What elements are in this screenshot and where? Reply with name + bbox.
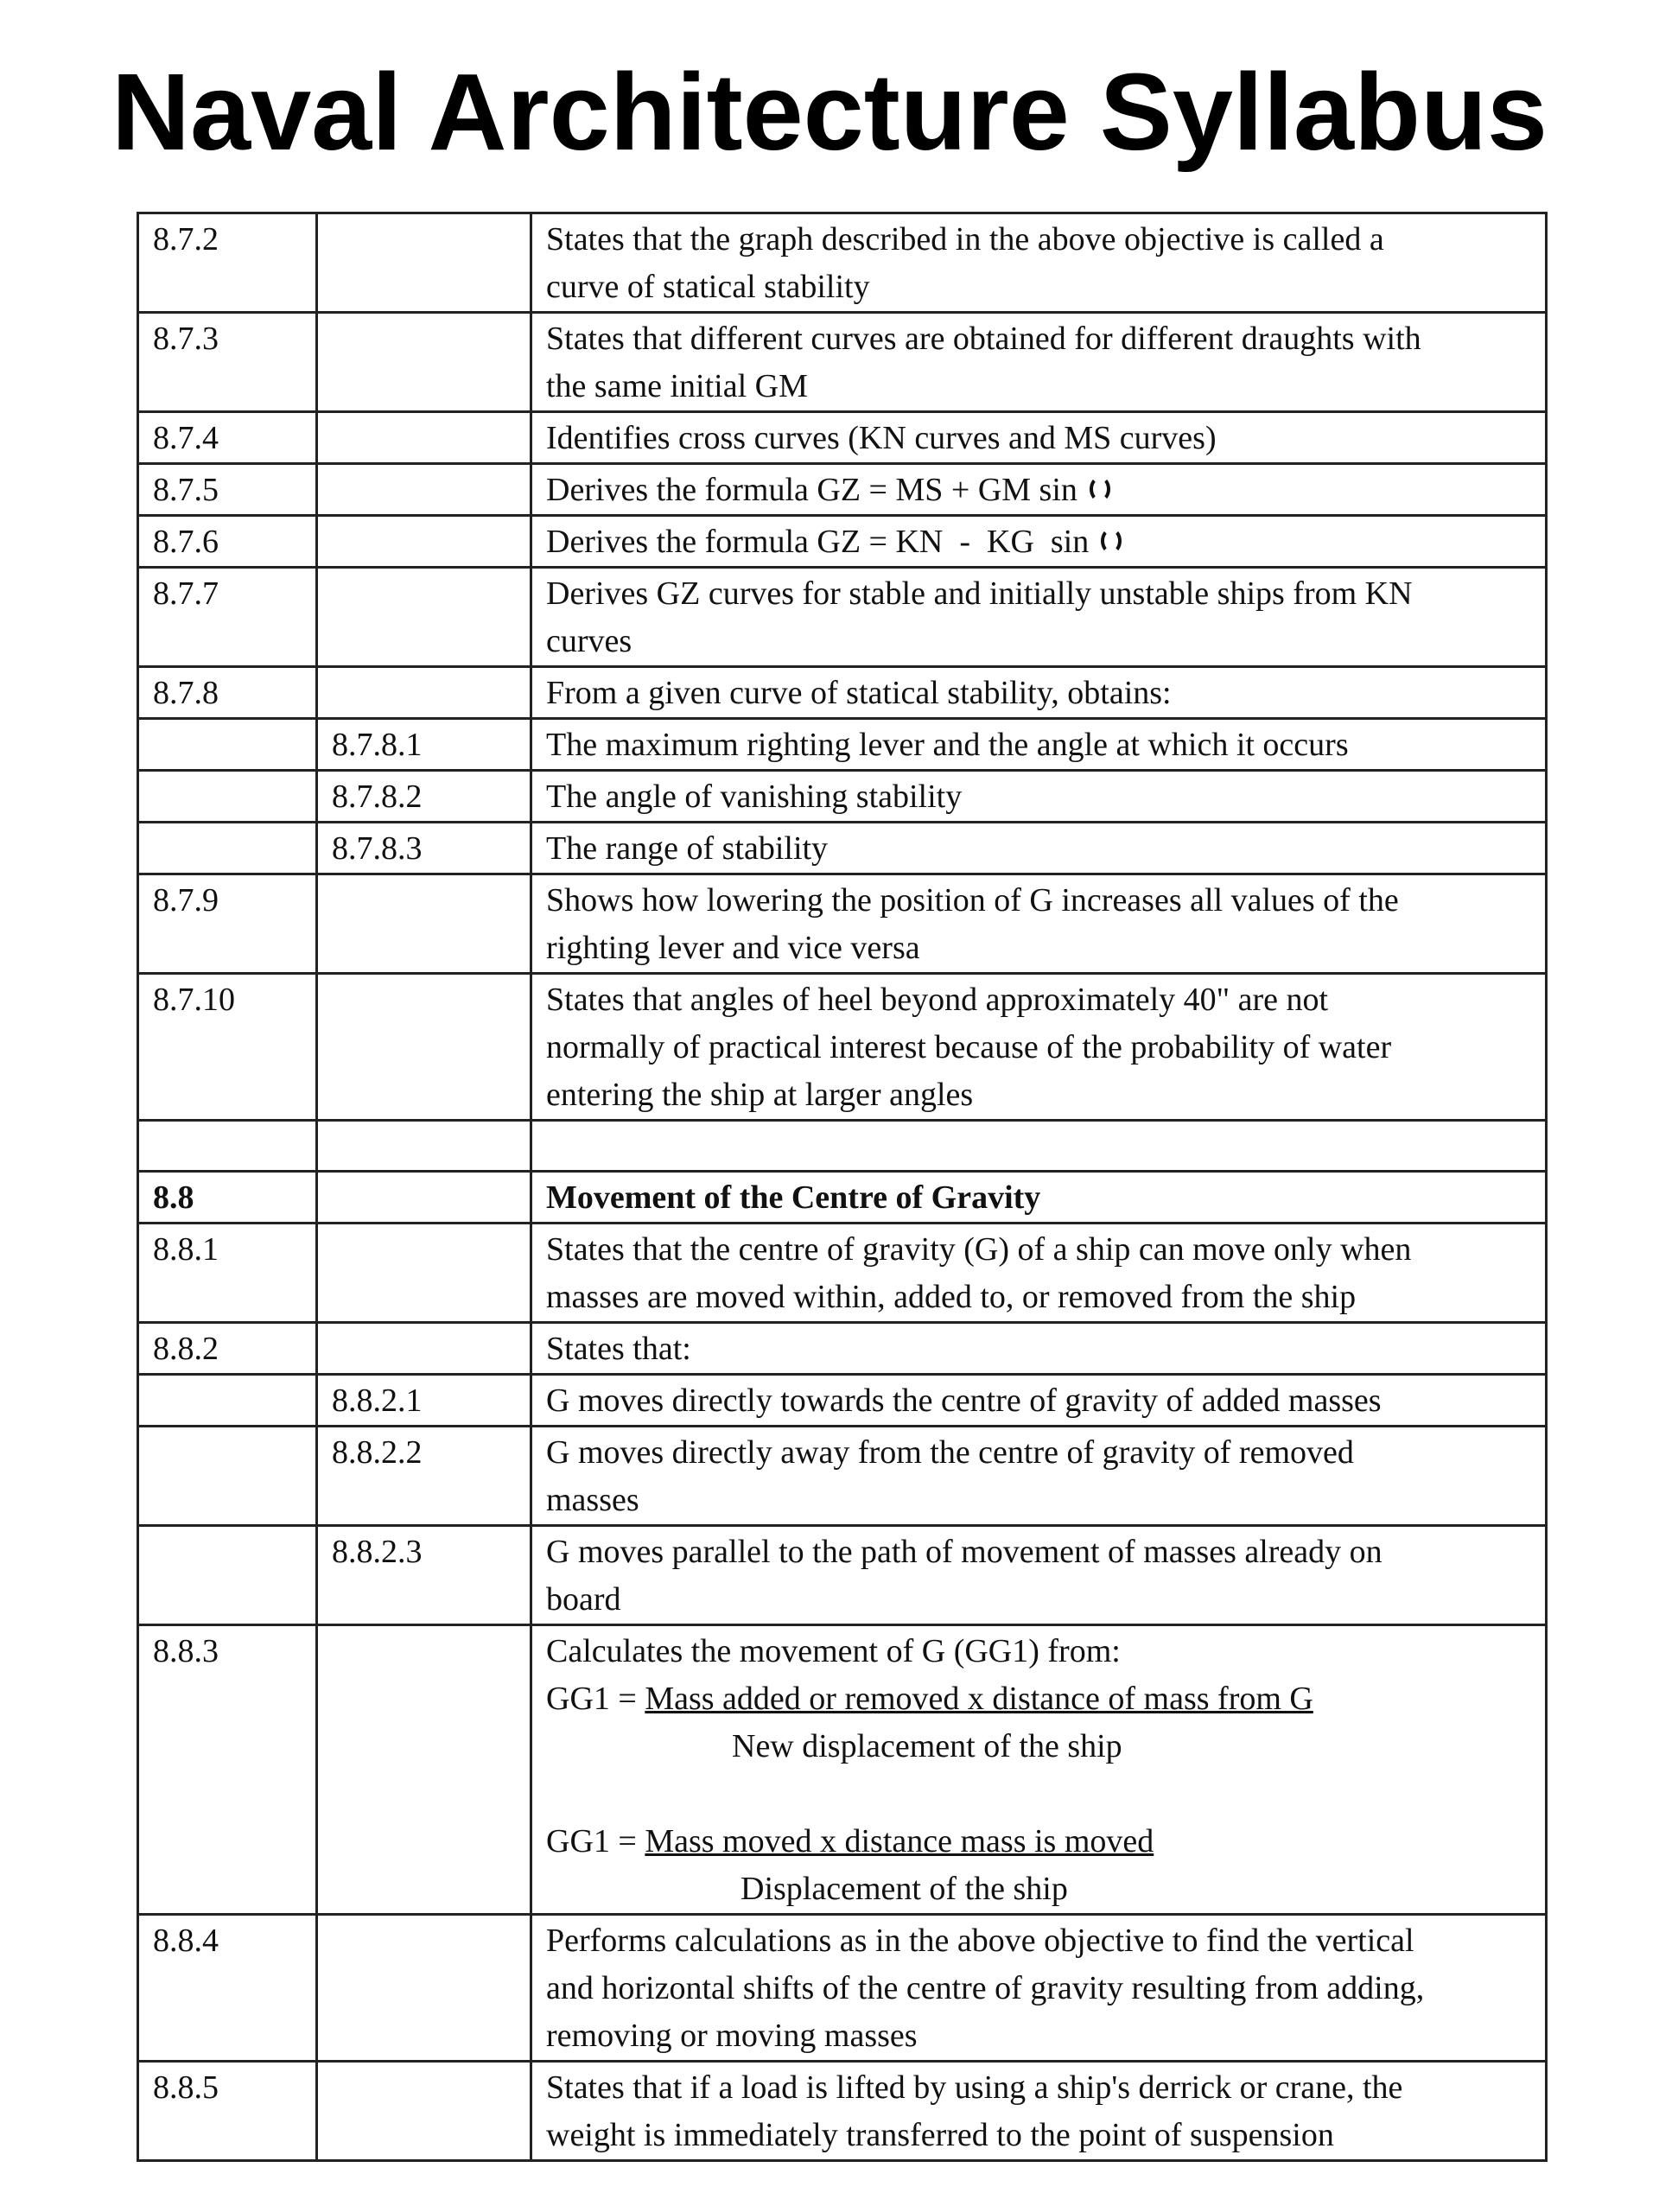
sub-objective-code: 8.7.8.2 <box>317 771 531 823</box>
objective-code <box>138 771 317 823</box>
objective-code <box>138 719 317 771</box>
objective-code: 8.8.2 <box>138 1323 317 1375</box>
table-row <box>138 516 1547 568</box>
page-title: Naval Architecture Syllabus <box>111 51 1548 173</box>
table-row <box>138 771 1547 823</box>
objective-code: 8.7.6 <box>138 516 317 568</box>
objective-code <box>138 823 317 874</box>
objective-text: States that different curves are obtained for different draughts with the same initial GM <box>531 313 1547 412</box>
theta-icon <box>1090 476 1110 502</box>
objective-code: 8.7.8 <box>138 667 317 719</box>
objective-text: G moves directly away from the centre of gravity of removed masses <box>531 1427 1547 1526</box>
sub-objective-code <box>317 313 531 412</box>
objective-code: 8.7.5 <box>138 464 317 516</box>
table-row <box>138 213 1547 313</box>
table-row <box>138 412 1547 464</box>
section-heading-row <box>138 1172 1547 1224</box>
table-row <box>138 1375 1547 1427</box>
formula-numerator: Mass added or removed x distance of mass from G <box>645 1681 1313 1717</box>
objective-code: 8.7.9 <box>138 874 317 974</box>
table-row <box>138 568 1547 667</box>
objective-text: Performs calculations as in the above objective to find the vertical and horizontal shifts of the centre of gravity resulting from adding, removing or moving masses <box>531 1915 1547 2062</box>
objective-text: Derives the formula GZ = KN - KG sin <box>531 516 1547 568</box>
objective-code <box>138 1526 317 1625</box>
objective-code: 8.8.1 <box>138 1224 317 1323</box>
formula-denominator: New displacement of the ship <box>732 1728 1122 1764</box>
sub-objective-code <box>317 2062 531 2161</box>
table-row <box>138 1427 1547 1526</box>
table-row <box>138 464 1547 516</box>
sub-objective-code <box>317 667 531 719</box>
sub-objective-code <box>317 464 531 516</box>
objective-text <box>531 1121 1547 1172</box>
objective-text: Derives GZ curves for stable and initially unstable ships from KN curves <box>531 568 1547 667</box>
table-row <box>138 313 1547 412</box>
table-row <box>138 719 1547 771</box>
sub-objective-code <box>317 1915 531 2062</box>
objective-text: States that the centre of gravity (G) of a ship can move only when masses are moved within, added to, or removed from the ship <box>531 1224 1547 1323</box>
sub-objective-code <box>317 568 531 667</box>
objective-text: Derives the formula GZ = MS + GM sin <box>531 464 1547 516</box>
table-row <box>138 2062 1547 2161</box>
table-row <box>138 1224 1547 1323</box>
formula-intro: Calculates the movement of G (GG1) from: <box>546 1633 1121 1669</box>
objective-code: 8.7.7 <box>138 568 317 667</box>
sub-objective-code: 8.8.2.1 <box>317 1375 531 1427</box>
table-row <box>138 1526 1547 1625</box>
formula-lhs: GG1 = <box>546 1681 645 1717</box>
objective-code: 8.7.4 <box>138 412 317 464</box>
objective-text: States that: <box>531 1323 1547 1375</box>
sub-objective-code <box>317 213 531 313</box>
table-row <box>138 1625 1547 1915</box>
table-row <box>138 823 1547 874</box>
objective-text: Identifies cross curves (KN curves and MS curves) <box>531 412 1547 464</box>
formula-denominator: Displacement of the ship <box>741 1871 1068 1907</box>
objective-text: The angle of vanishing stability <box>531 771 1547 823</box>
syllabus-table <box>137 212 1548 2162</box>
objective-text: States that if a load is lifted by using a ship's derrick or crane, the weight is immediately transferred to the point of suspension <box>531 2062 1547 2161</box>
objective-code: 8.7.10 <box>138 974 317 1121</box>
sub-objective-code <box>317 974 531 1121</box>
section-code: 8.8 <box>138 1172 317 1224</box>
formula-spacer <box>546 1770 1531 1818</box>
formula-1 <box>546 1675 1531 1723</box>
formula-numerator: Mass moved x distance mass is moved <box>645 1823 1154 1859</box>
sub-objective-code <box>317 1121 531 1172</box>
objective-code <box>138 1375 317 1427</box>
sub-objective-code <box>317 874 531 974</box>
sub-objective-code <box>317 1323 531 1375</box>
objective-text: States that the graph described in the above objective is called a curve of statical stability <box>531 213 1547 313</box>
objective-code: 8.8.5 <box>138 2062 317 2161</box>
sub-objective-code <box>317 412 531 464</box>
sub-objective-code: 8.7.8.3 <box>317 823 531 874</box>
table-row <box>138 974 1547 1121</box>
table-row <box>138 1323 1547 1375</box>
objective-text: Shows how lowering the position of G increases all values of the righting lever and vice versa <box>531 874 1547 974</box>
sub-objective-code <box>317 1625 531 1915</box>
formula-lhs: GG1 = <box>546 1823 645 1859</box>
sub-objective-code <box>317 1224 531 1323</box>
table-row <box>138 1915 1547 2062</box>
objective-code: 8.8.4 <box>138 1915 317 2062</box>
objective-code <box>138 1121 317 1172</box>
objective-text: The range of stability <box>531 823 1547 874</box>
sub-objective-code: 8.7.8.1 <box>317 719 531 771</box>
sub-objective-code <box>317 1172 531 1224</box>
table-row <box>138 667 1547 719</box>
theta-icon <box>1101 528 1122 554</box>
objective-text: From a given curve of statical stability, obtains: <box>531 667 1547 719</box>
objective-code: 8.7.2 <box>138 213 317 313</box>
objective-text: G moves directly towards the centre of gravity of added masses <box>531 1375 1547 1427</box>
objective-text <box>531 1625 1547 1915</box>
sub-objective-code: 8.8.2.3 <box>317 1526 531 1625</box>
table-row <box>138 874 1547 974</box>
sub-objective-code <box>317 516 531 568</box>
sub-objective-code: 8.8.2.2 <box>317 1427 531 1526</box>
section-heading: Movement of the Centre of Gravity <box>531 1172 1547 1224</box>
objective-code: 8.7.3 <box>138 313 317 412</box>
objective-text: The maximum righting lever and the angle at which it occurs <box>531 719 1547 771</box>
objective-text: G moves parallel to the path of movement of masses already on board <box>531 1526 1547 1625</box>
blank-row <box>138 1121 1547 1172</box>
objective-code <box>138 1427 317 1526</box>
formula-2 <box>546 1818 1531 1866</box>
objective-code: 8.8.3 <box>138 1625 317 1915</box>
objective-text: States that angles of heel beyond approximately 40" are not normally of practical interest because of the probability of water entering the ship at larger angles <box>531 974 1547 1121</box>
